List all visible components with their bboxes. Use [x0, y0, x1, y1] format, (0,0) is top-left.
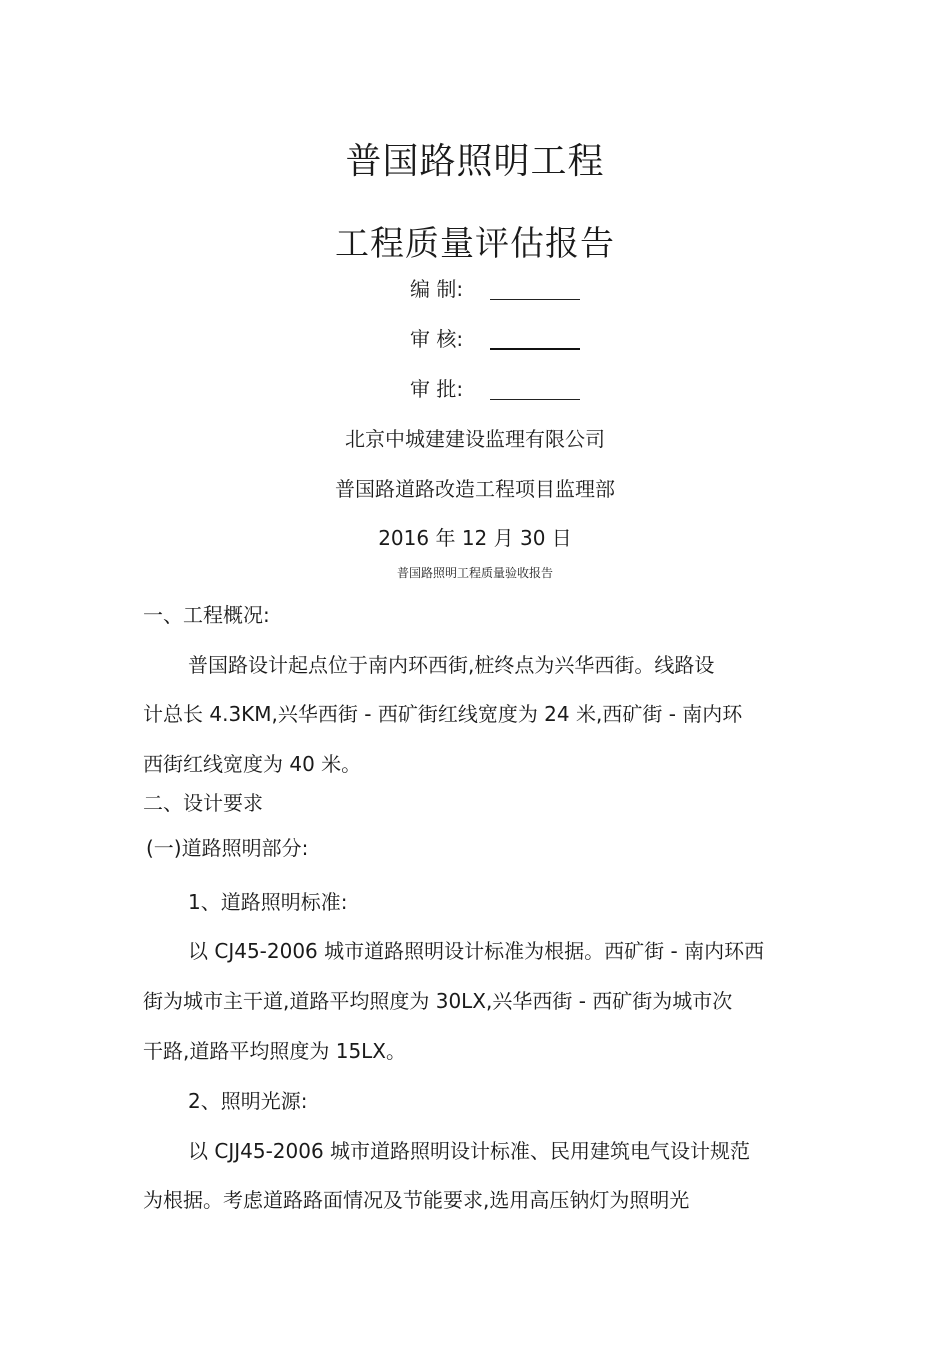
lighting-standard-line-1: 以 CJ45-2006 城市道路照明设计标准为根据。西矿街 - 南内环西	[188, 939, 765, 963]
approved-by-blank	[490, 399, 580, 400]
project-department: 普国路道路改造工程项目监理部	[335, 477, 615, 501]
item-light-source: 2、照明光源:	[188, 1089, 308, 1113]
reviewed-by-label: 审 核:	[410, 327, 464, 351]
section-2-heading: 二、设计要求	[143, 791, 263, 815]
light-source-line-1: 以 CJJ45-2006 城市道路照明设计标准、民用建筑电气设计规范	[188, 1139, 751, 1163]
section-1-paragraph-line-1: 普国路设计起点位于南内环西街,桩终点为兴华西街。线路设	[188, 653, 715, 677]
document-title: 普国路照明工程	[345, 141, 605, 182]
prepared-by-label: 编 制:	[410, 277, 464, 301]
light-source-line-2: 为根据。考虑道路路面情况及节能要求,选用高压钠灯为照明光	[143, 1188, 690, 1212]
document-subtitle: 工程质量评估报告	[335, 224, 615, 264]
approved-by-label: 审 批:	[410, 377, 464, 401]
running-header: 普国路照明工程质量验收报告	[396, 566, 553, 580]
approved-by-row	[410, 373, 580, 402]
lighting-standard-line-3: 干路,道路平均照度为 15LX。	[143, 1039, 407, 1063]
section-1-paragraph-line-3: 西街红线宽度为 40 米。	[143, 752, 362, 776]
item-lighting-standard: 1、道路照明标准:	[188, 890, 348, 914]
section-1-paragraph-line-2: 计总长 4.3KM,兴华西街 - 西矿街红线宽度为 24 米,西矿街 - 南内环	[143, 702, 743, 726]
section-1-heading: 一、工程概况:	[143, 603, 270, 627]
subsection-road-lighting: (一)道路照明部分:	[146, 836, 309, 860]
reviewed-by-row	[410, 323, 580, 352]
lighting-standard-line-2: 街为城市主干道,道路平均照度为 30LX,兴华西街 - 西矿街为城市次	[143, 989, 733, 1013]
prepared-by-row	[410, 273, 580, 302]
reviewed-by-blank	[490, 348, 580, 350]
organization-name: 北京中城建建设监理有限公司	[345, 427, 605, 451]
prepared-by-blank	[490, 299, 580, 300]
report-date: 2016 年 12 月 30 日	[378, 526, 572, 550]
